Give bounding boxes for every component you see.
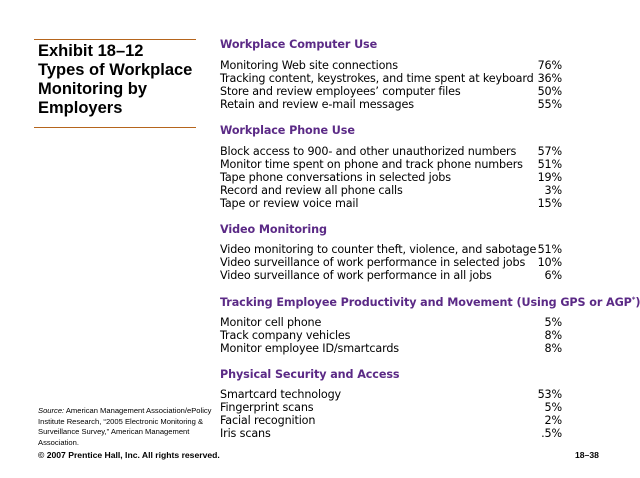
exhibit-title-line: Monitoring by: [38, 80, 148, 98]
source-text: American Management Association/ePolicy Institute Research, “2005 Electronic Monitoring & Surveillance Survey,” American Management Association.: [38, 406, 212, 447]
row-value: 51%: [537, 243, 562, 256]
row-value: 50%: [537, 85, 562, 98]
page-number: 18–38: [575, 450, 599, 460]
row-label: Tape or review voice mail: [220, 197, 359, 210]
row-label: Track company vehicles: [220, 329, 351, 342]
row-label: Monitoring Web site connections: [220, 59, 398, 72]
row-label: Monitor time spent on phone and track phone numbers: [220, 158, 523, 171]
row-label: Iris scans: [220, 427, 271, 440]
row-value: 8%: [544, 342, 562, 355]
row-label: Tracking content, keystrokes, and time spent at keyboard: [220, 72, 534, 85]
section-title-text: Tracking Employee Productivity and Movement (Using GPS or AGP: [220, 296, 632, 309]
row-label: Tape phone conversations in selected jobs: [220, 171, 451, 184]
section-title-phone: Workplace Phone Use: [220, 124, 355, 137]
row-value: 76%: [537, 59, 562, 72]
row-value: 51%: [537, 158, 562, 171]
section-title-close: ): [635, 296, 640, 309]
row-label: Facial recognition: [220, 414, 316, 427]
exhibit-title-line: Employers: [38, 99, 123, 117]
row-value: 2%: [544, 414, 562, 427]
row-value: 55%: [537, 98, 562, 111]
section-title-video: Video Monitoring: [220, 223, 327, 236]
row-label: Block access to 900- and other unauthorized numbers: [220, 145, 517, 158]
source-note: [38, 406, 216, 448]
section-title-physical: Physical Security and Access: [220, 368, 400, 381]
section-title-computer: Workplace Computer Use: [220, 38, 378, 51]
row-label: Record and review all phone calls: [220, 184, 403, 197]
exhibit-title-line: Types of Workplace: [38, 61, 193, 79]
row-label: Video monitoring to counter theft, violence, and sabotage: [220, 243, 537, 256]
row-value: 8%: [544, 329, 562, 342]
row-value: .5%: [541, 427, 562, 440]
row-label: Monitor employee ID/smartcards: [220, 342, 399, 355]
row-value: 36%: [537, 72, 562, 85]
row-label: Video surveillance of work performance in all jobs: [220, 269, 492, 282]
row-value: 5%: [544, 401, 562, 414]
row-value: 57%: [537, 145, 562, 158]
row-value: 53%: [537, 388, 562, 401]
row-label: Monitor cell phone: [220, 316, 322, 329]
source-label: Source:: [38, 406, 65, 415]
section-title-tracking: [220, 296, 640, 309]
row-value: 3%: [544, 184, 562, 197]
copyright-footer: © 2007 Prentice Hall, Inc. All rights reserved.: [38, 450, 220, 460]
exhibit-title-line: Exhibit 18–12: [38, 42, 144, 60]
row-value: 15%: [537, 197, 562, 210]
row-value: 6%: [544, 269, 562, 282]
row-value: 19%: [537, 171, 562, 184]
title-rule-bottom: [34, 127, 196, 128]
asterisk-mark: *: [631, 295, 636, 304]
row-label: Retain and review e-mail messages: [220, 98, 414, 111]
row-value: 10%: [537, 256, 562, 269]
row-label: Store and review employees’ computer files: [220, 85, 461, 98]
exhibit-title: [38, 42, 208, 118]
row-label: Smartcard technology: [220, 388, 342, 401]
row-label: Video surveillance of work performance in selected jobs: [220, 256, 526, 269]
row-label: Fingerprint scans: [220, 401, 314, 414]
title-rule-top: [34, 39, 196, 40]
row-value: 5%: [544, 316, 562, 329]
